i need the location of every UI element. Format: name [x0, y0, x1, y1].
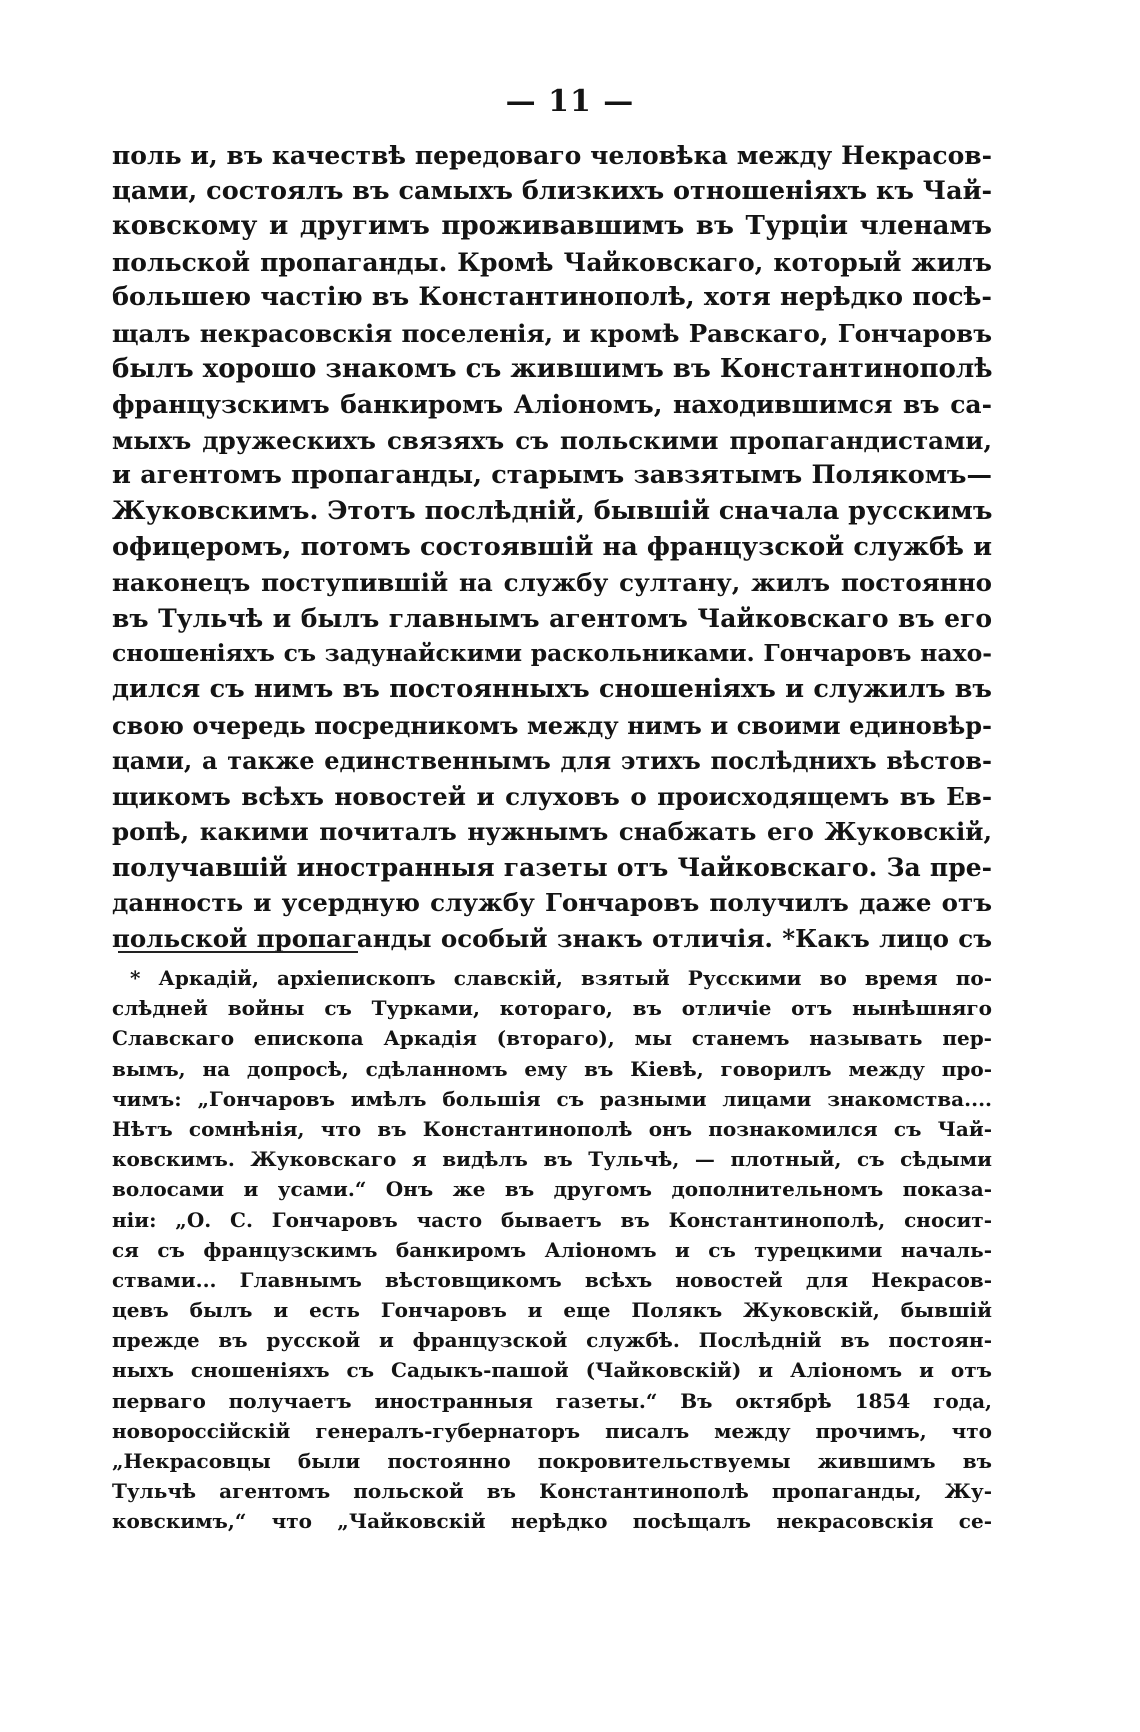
footnote-line: ся съ французскимъ банкиромъ Аліономъ и съ турецкими началь-: [112, 1237, 992, 1262]
text-line: данность и усердную службу Гончаровъ получилъ даже отъ: [112, 888, 992, 918]
footnote-line: * Аркадій, архіепископъ славскій, взятый Русскими во время по-: [130, 966, 992, 990]
footnote-line: чимъ: „Гончаровъ имѣлъ большія съ разными лицами знакомства....: [112, 1086, 992, 1111]
footnote-line: цевъ былъ и есть Гончаровъ и еще Полякъ Жуковскій, бывшій: [112, 1298, 992, 1323]
footnote-line: перваго получаетъ иностранныя газеты.“ Въ октябрѣ 1854 года,: [112, 1388, 992, 1413]
text-line: французскимъ банкиромъ Аліономъ, находившимся въ са-: [112, 390, 992, 420]
text-line: поль и, въ качествѣ передоваго человѣка между Некрасов-: [112, 141, 992, 170]
text-line: польской пропаганды особый знакъ отличія. *Какъ лицо съ: [112, 924, 992, 954]
text-line: дился съ нимъ въ постоянныхъ сношеніяхъ и служилъ въ: [112, 673, 992, 704]
footnote-line: Тульчѣ агентомъ польской въ Константинополѣ пропаганды, Жу-: [112, 1479, 992, 1504]
text-line: большею частію въ Константинополѣ, хотя нерѣдко посѣ-: [112, 282, 992, 313]
text-line: цами, а также единственнымъ для этихъ послѣднихъ вѣстов-: [112, 746, 992, 776]
footnote-line: Славскаго епископа Аркадія (втораго), мы станемъ называть пер-: [112, 1026, 992, 1051]
text-line: и агентомъ пропаганды, старымъ завзятымъ Полякомъ—: [112, 460, 992, 491]
text-line: Жуковскимъ. Этотъ послѣдній, бывшій сначала русскимъ: [112, 495, 992, 526]
text-line: наконецъ поступившій на службу султану, жилъ постоянно: [112, 568, 992, 598]
footnote-line: новороссійскій генералъ-губернаторъ писалъ между прочимъ, что: [112, 1418, 992, 1443]
footnote-line: ковскимъ. Жуковскаго я видѣлъ въ Тульчѣ, — плотный, съ сѣдыми: [112, 1147, 992, 1172]
text-line: въ Тульчѣ и былъ главнымъ агентомъ Чайковскаго въ его: [112, 603, 992, 633]
text-line: былъ хорошо знакомъ съ жившимъ въ Константинополѣ: [112, 353, 992, 384]
page-number: — 11 —: [505, 84, 635, 119]
footnote-line: „Некрасовцы были постоянно покровительствуемы жившимъ въ: [112, 1449, 992, 1473]
text-line: получавшій иностранныя газеты отъ Чайковскаго. За пре-: [112, 852, 992, 882]
footnote-line: ковскимъ,“ что „Чайковскій нерѣдко посѣщалъ некрасовскія се-: [112, 1509, 992, 1534]
text-line: щикомъ всѣхъ новостей и слуховъ о происходящемъ въ Ев-: [112, 781, 992, 811]
footnote-line: ствами... Главнымъ вѣстовщикомъ всѣхъ новостей для Некрасов-: [112, 1267, 992, 1292]
footnote-line: прежде въ русской и французской службѣ. Послѣдній въ постоян-: [112, 1328, 992, 1353]
footnote-line: слѣдней войны съ Турками, котораго, въ отличіе отъ нынѣшняго: [112, 996, 992, 1021]
text-line: ковскому и другимъ проживавшимъ въ Турціи членамъ: [112, 211, 992, 242]
text-line: польской пропаганды. Кромѣ Чайковскаго, который жилъ: [112, 247, 992, 277]
footnote: [112, 963, 992, 1537]
text-line: щалъ некрасовскія поселенія, и кромѣ Равскаго, Гончаровъ: [112, 318, 992, 348]
text-line: сношеніяхъ съ задунайскими раскольниками. Гончаровъ нахо-: [112, 639, 992, 668]
footnote-separator-rule: [118, 951, 358, 953]
text-line: мыхъ дружескихъ связяхъ съ польскими пропагандистами,: [112, 425, 992, 455]
text-line: офицеромъ, потомъ состоявшій на французской службѣ и: [112, 531, 992, 562]
footnote-line: Нѣтъ сомнѣнія, что въ Константинополѣ онъ познакомился съ Чай-: [112, 1116, 992, 1141]
main-text: [112, 138, 992, 957]
footnote-line: ныхъ сношеніяхъ съ Садыкъ-пашой (Чайковскій) и Аліономъ и отъ: [112, 1358, 992, 1383]
text-line: цами, состоялъ въ самыхъ близкихъ отношеніяхъ къ Чай-: [112, 175, 992, 206]
footnote-line: ніи: „О. С. Гончаровъ часто бываетъ въ Константинополѣ, сносит-: [112, 1207, 992, 1232]
footnote-line: волосами и усами.“ Онъ же въ другомъ дополнительномъ показа-: [112, 1177, 992, 1202]
footnote-line: вымъ, на допросѣ, сдѣланномъ ему въ Кіевѣ, говорилъ между про-: [112, 1056, 992, 1081]
text-line: ропѣ, какими почиталъ нужнымъ снабжать его Жуковскій,: [112, 817, 992, 847]
text-line: свою очередь посредникомъ между нимъ и своими единовѣр-: [112, 710, 992, 740]
